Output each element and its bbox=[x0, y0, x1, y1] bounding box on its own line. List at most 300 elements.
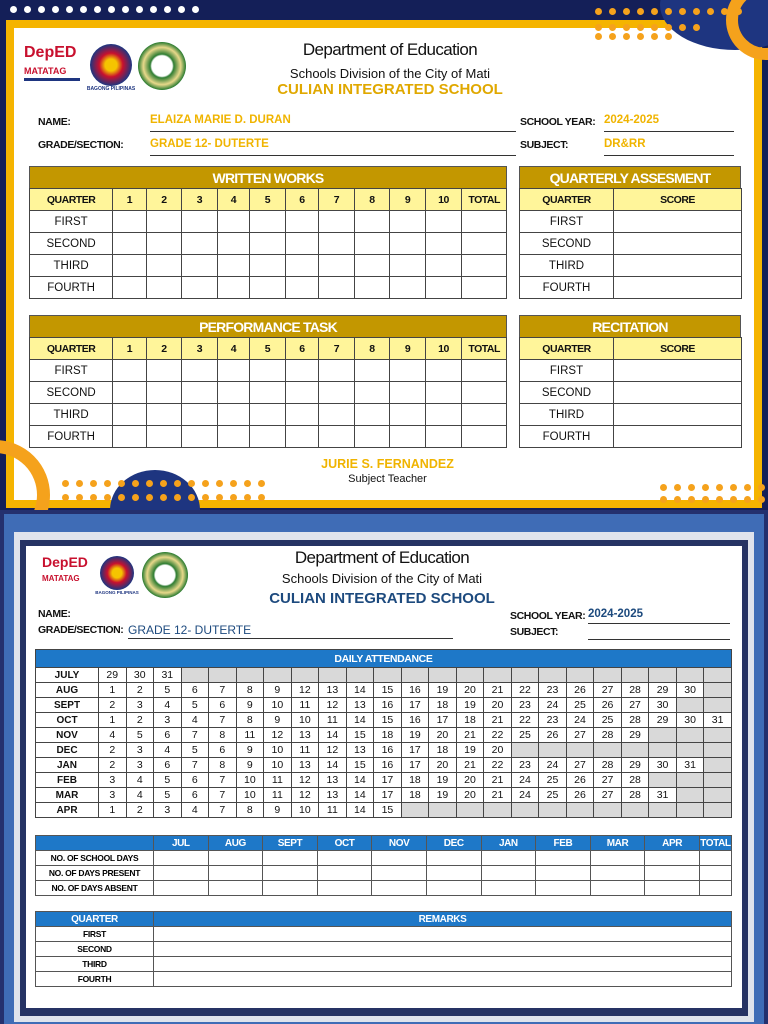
day-cell[interactable]: 16 bbox=[374, 698, 402, 713]
day-cell[interactable]: 20 bbox=[484, 743, 512, 758]
day-cell[interactable]: 16 bbox=[401, 683, 429, 698]
day-cell[interactable]: 28 bbox=[621, 683, 649, 698]
day-cell[interactable]: 25 bbox=[539, 788, 567, 803]
score-cell[interactable] bbox=[250, 211, 286, 233]
day-cell[interactable]: 4 bbox=[99, 728, 127, 743]
day-cell[interactable]: 23 bbox=[511, 758, 539, 773]
day-cell[interactable]: 24 bbox=[511, 773, 539, 788]
day-cell[interactable]: 13 bbox=[291, 758, 319, 773]
day-cell[interactable]: 12 bbox=[291, 773, 319, 788]
day-cell[interactable]: 10 bbox=[264, 698, 292, 713]
score-cell[interactable] bbox=[390, 404, 426, 426]
summary-cell[interactable] bbox=[426, 866, 481, 881]
score-cell[interactable] bbox=[285, 255, 318, 277]
day-cell[interactable]: 16 bbox=[374, 743, 402, 758]
day-cell[interactable]: 29 bbox=[649, 683, 677, 698]
score-cell[interactable] bbox=[285, 233, 318, 255]
score-cell[interactable] bbox=[319, 277, 355, 299]
day-cell[interactable]: 21 bbox=[484, 713, 512, 728]
day-cell[interactable]: 20 bbox=[456, 683, 484, 698]
score-cell[interactable] bbox=[146, 360, 182, 382]
day-cell[interactable]: 24 bbox=[511, 788, 539, 803]
day-cell[interactable]: 6 bbox=[209, 698, 237, 713]
day-cell[interactable]: 18 bbox=[401, 788, 429, 803]
day-cell[interactable]: 6 bbox=[181, 773, 209, 788]
score-cell[interactable] bbox=[217, 211, 249, 233]
score-cell[interactable] bbox=[146, 255, 182, 277]
day-cell[interactable]: 13 bbox=[346, 743, 374, 758]
summary-cell[interactable] bbox=[481, 881, 536, 896]
score-cell[interactable] bbox=[354, 211, 390, 233]
summary-cell[interactable] bbox=[426, 851, 481, 866]
day-cell[interactable]: 6 bbox=[154, 728, 182, 743]
subject-field[interactable] bbox=[588, 624, 730, 640]
day-cell[interactable]: 27 bbox=[594, 773, 622, 788]
day-cell[interactable]: 30 bbox=[649, 698, 677, 713]
day-cell[interactable]: 2 bbox=[126, 683, 154, 698]
summary-cell[interactable] bbox=[263, 881, 318, 896]
day-cell[interactable]: 25 bbox=[594, 713, 622, 728]
score-cell[interactable] bbox=[113, 360, 146, 382]
day-cell[interactable]: 5 bbox=[154, 683, 182, 698]
day-cell[interactable]: 5 bbox=[181, 743, 209, 758]
day-cell[interactable]: 5 bbox=[154, 773, 182, 788]
score-cell[interactable] bbox=[113, 277, 146, 299]
day-cell[interactable]: 27 bbox=[566, 728, 594, 743]
score-cell[interactable] bbox=[113, 233, 146, 255]
day-cell[interactable]: 27 bbox=[594, 788, 622, 803]
day-cell[interactable]: 16 bbox=[401, 713, 429, 728]
day-cell[interactable]: 9 bbox=[236, 698, 264, 713]
day-cell[interactable]: 7 bbox=[181, 728, 209, 743]
summary-cell[interactable] bbox=[372, 851, 427, 866]
day-cell[interactable]: 5 bbox=[154, 788, 182, 803]
score-cell[interactable] bbox=[250, 404, 286, 426]
summary-cell[interactable] bbox=[208, 881, 263, 896]
score-cell[interactable] bbox=[217, 360, 249, 382]
day-cell[interactable]: 13 bbox=[319, 788, 347, 803]
day-cell[interactable]: 2 bbox=[99, 698, 127, 713]
summary-cell[interactable] bbox=[317, 866, 372, 881]
summary-cell[interactable] bbox=[208, 866, 263, 881]
day-cell[interactable]: 19 bbox=[429, 788, 457, 803]
score-cell[interactable] bbox=[285, 382, 318, 404]
score-cell[interactable] bbox=[354, 360, 390, 382]
score-cell[interactable] bbox=[425, 255, 462, 277]
score-cell[interactable] bbox=[217, 382, 249, 404]
day-cell[interactable]: 6 bbox=[154, 758, 182, 773]
day-cell[interactable]: 8 bbox=[209, 728, 237, 743]
day-cell[interactable]: 31 bbox=[649, 788, 677, 803]
score-cell[interactable] bbox=[425, 426, 462, 448]
score-cell[interactable] bbox=[462, 360, 507, 382]
day-cell[interactable]: 11 bbox=[264, 773, 292, 788]
day-cell[interactable]: 28 bbox=[621, 773, 649, 788]
score-cell[interactable] bbox=[390, 360, 426, 382]
day-cell[interactable]: 19 bbox=[401, 728, 429, 743]
day-cell[interactable]: 6 bbox=[209, 743, 237, 758]
day-cell[interactable]: 26 bbox=[566, 788, 594, 803]
summary-cell[interactable] bbox=[590, 881, 645, 896]
grade-field[interactable]: GRADE 12- DUTERTE bbox=[150, 138, 516, 156]
day-cell[interactable]: 11 bbox=[291, 698, 319, 713]
day-cell[interactable]: 14 bbox=[319, 758, 347, 773]
day-cell[interactable]: 31 bbox=[676, 758, 704, 773]
day-cell[interactable]: 8 bbox=[236, 803, 264, 818]
score-cell[interactable] bbox=[390, 255, 426, 277]
summary-cell[interactable] bbox=[590, 866, 645, 881]
day-cell[interactable]: 12 bbox=[291, 683, 319, 698]
day-cell[interactable]: 3 bbox=[126, 758, 154, 773]
day-cell[interactable]: 20 bbox=[429, 728, 457, 743]
day-cell[interactable]: 31 bbox=[154, 668, 182, 683]
subject-field[interactable]: DR&RR bbox=[604, 138, 734, 156]
day-cell[interactable]: 14 bbox=[319, 728, 347, 743]
score-cell[interactable] bbox=[390, 382, 426, 404]
remarks-cell[interactable] bbox=[154, 957, 732, 972]
score-cell[interactable] bbox=[614, 211, 742, 233]
day-cell[interactable]: 3 bbox=[99, 788, 127, 803]
score-cell[interactable] bbox=[146, 277, 182, 299]
score-cell[interactable] bbox=[354, 277, 390, 299]
summary-cell[interactable] bbox=[372, 881, 427, 896]
score-cell[interactable] bbox=[614, 233, 742, 255]
day-cell[interactable]: 17 bbox=[374, 788, 402, 803]
day-cell[interactable]: 11 bbox=[319, 803, 347, 818]
day-cell[interactable]: 21 bbox=[456, 728, 484, 743]
remarks-cell[interactable] bbox=[154, 972, 732, 987]
day-cell[interactable]: 10 bbox=[264, 743, 292, 758]
day-cell[interactable]: 24 bbox=[566, 713, 594, 728]
score-cell[interactable] bbox=[425, 404, 462, 426]
score-cell[interactable] bbox=[182, 382, 218, 404]
score-cell[interactable] bbox=[250, 360, 286, 382]
day-cell[interactable]: 7 bbox=[209, 683, 237, 698]
day-cell[interactable]: 29 bbox=[649, 713, 677, 728]
day-cell[interactable]: 26 bbox=[594, 698, 622, 713]
day-cell[interactable]: 14 bbox=[346, 788, 374, 803]
day-cell[interactable]: 15 bbox=[374, 713, 402, 728]
score-cell[interactable] bbox=[462, 404, 507, 426]
day-cell[interactable]: 2 bbox=[126, 713, 154, 728]
day-cell[interactable]: 10 bbox=[264, 758, 292, 773]
day-cell[interactable]: 25 bbox=[566, 698, 594, 713]
score-cell[interactable] bbox=[285, 277, 318, 299]
score-cell[interactable] bbox=[354, 382, 390, 404]
day-cell[interactable]: 11 bbox=[236, 728, 264, 743]
day-cell[interactable]: 20 bbox=[456, 788, 484, 803]
day-cell[interactable]: 17 bbox=[401, 743, 429, 758]
score-cell[interactable] bbox=[146, 233, 182, 255]
day-cell[interactable]: 7 bbox=[209, 773, 237, 788]
day-cell[interactable]: 12 bbox=[319, 698, 347, 713]
day-cell[interactable]: 27 bbox=[594, 683, 622, 698]
score-cell[interactable] bbox=[217, 233, 249, 255]
score-cell[interactable] bbox=[354, 233, 390, 255]
day-cell[interactable]: 18 bbox=[456, 713, 484, 728]
score-cell[interactable] bbox=[250, 255, 286, 277]
day-cell[interactable]: 18 bbox=[429, 743, 457, 758]
score-cell[interactable] bbox=[319, 426, 355, 448]
day-cell[interactable]: 4 bbox=[181, 803, 209, 818]
day-cell[interactable]: 2 bbox=[126, 803, 154, 818]
score-cell[interactable] bbox=[614, 360, 742, 382]
day-cell[interactable]: 27 bbox=[566, 758, 594, 773]
score-cell[interactable] bbox=[182, 255, 218, 277]
summary-cell[interactable] bbox=[263, 851, 318, 866]
score-cell[interactable] bbox=[217, 277, 249, 299]
remarks-cell[interactable] bbox=[154, 927, 732, 942]
day-cell[interactable]: 18 bbox=[429, 698, 457, 713]
day-cell[interactable]: 31 bbox=[704, 713, 732, 728]
score-cell[interactable] bbox=[319, 233, 355, 255]
day-cell[interactable]: 28 bbox=[621, 788, 649, 803]
day-cell[interactable]: 19 bbox=[456, 698, 484, 713]
day-cell[interactable]: 21 bbox=[484, 683, 512, 698]
day-cell[interactable]: 19 bbox=[456, 743, 484, 758]
score-cell[interactable] bbox=[354, 255, 390, 277]
day-cell[interactable]: 3 bbox=[99, 773, 127, 788]
day-cell[interactable]: 17 bbox=[429, 713, 457, 728]
day-cell[interactable]: 19 bbox=[429, 773, 457, 788]
day-cell[interactable]: 15 bbox=[374, 683, 402, 698]
day-cell[interactable]: 25 bbox=[511, 728, 539, 743]
summary-cell[interactable] bbox=[208, 851, 263, 866]
score-cell[interactable] bbox=[425, 233, 462, 255]
score-cell[interactable] bbox=[182, 211, 218, 233]
summary-cell[interactable] bbox=[645, 851, 700, 866]
day-cell[interactable]: 20 bbox=[429, 758, 457, 773]
score-cell[interactable] bbox=[462, 382, 507, 404]
day-cell[interactable]: 20 bbox=[456, 773, 484, 788]
day-cell[interactable]: 7 bbox=[209, 713, 237, 728]
day-cell[interactable]: 22 bbox=[511, 683, 539, 698]
summary-cell[interactable] bbox=[317, 851, 372, 866]
day-cell[interactable]: 17 bbox=[401, 698, 429, 713]
day-cell[interactable]: 26 bbox=[566, 773, 594, 788]
score-cell[interactable] bbox=[113, 382, 146, 404]
score-cell[interactable] bbox=[319, 404, 355, 426]
day-cell[interactable]: 14 bbox=[346, 773, 374, 788]
summary-cell[interactable] bbox=[481, 866, 536, 881]
day-cell[interactable]: 3 bbox=[154, 803, 182, 818]
score-cell[interactable] bbox=[182, 404, 218, 426]
day-cell[interactable]: 11 bbox=[291, 743, 319, 758]
day-cell[interactable]: 8 bbox=[209, 758, 237, 773]
score-cell[interactable] bbox=[250, 277, 286, 299]
day-cell[interactable]: 29 bbox=[621, 758, 649, 773]
day-cell[interactable]: 14 bbox=[346, 683, 374, 698]
day-cell[interactable]: 25 bbox=[539, 773, 567, 788]
day-cell[interactable]: 15 bbox=[346, 758, 374, 773]
day-cell[interactable]: 29 bbox=[99, 668, 127, 683]
day-cell[interactable]: 7 bbox=[209, 788, 237, 803]
day-cell[interactable]: 23 bbox=[539, 683, 567, 698]
summary-cell[interactable] bbox=[154, 866, 209, 881]
score-cell[interactable] bbox=[354, 426, 390, 448]
day-cell[interactable]: 1 bbox=[99, 803, 127, 818]
day-cell[interactable]: 12 bbox=[264, 728, 292, 743]
score-cell[interactable] bbox=[390, 233, 426, 255]
score-cell[interactable] bbox=[182, 360, 218, 382]
summary-cell[interactable] bbox=[263, 866, 318, 881]
summary-cell[interactable] bbox=[645, 881, 700, 896]
day-cell[interactable]: 10 bbox=[291, 803, 319, 818]
score-cell[interactable] bbox=[319, 382, 355, 404]
day-cell[interactable]: 4 bbox=[181, 713, 209, 728]
day-cell[interactable]: 27 bbox=[621, 698, 649, 713]
score-cell[interactable] bbox=[390, 211, 426, 233]
day-cell[interactable]: 4 bbox=[126, 788, 154, 803]
day-cell[interactable]: 18 bbox=[401, 773, 429, 788]
day-cell[interactable]: 8 bbox=[236, 683, 264, 698]
summary-cell[interactable] bbox=[699, 881, 731, 896]
summary-cell[interactable] bbox=[536, 881, 591, 896]
day-cell[interactable]: 28 bbox=[594, 758, 622, 773]
day-cell[interactable]: 13 bbox=[346, 698, 374, 713]
summary-cell[interactable] bbox=[372, 866, 427, 881]
day-cell[interactable]: 11 bbox=[319, 713, 347, 728]
day-cell[interactable]: 1 bbox=[99, 713, 127, 728]
score-cell[interactable] bbox=[113, 404, 146, 426]
summary-cell[interactable] bbox=[426, 881, 481, 896]
summary-cell[interactable] bbox=[699, 866, 731, 881]
summary-cell[interactable] bbox=[154, 881, 209, 896]
day-cell[interactable]: 17 bbox=[401, 758, 429, 773]
day-cell[interactable]: 21 bbox=[456, 758, 484, 773]
day-cell[interactable]: 30 bbox=[676, 713, 704, 728]
day-cell[interactable]: 28 bbox=[594, 728, 622, 743]
day-cell[interactable]: 26 bbox=[566, 683, 594, 698]
score-cell[interactable] bbox=[354, 404, 390, 426]
day-cell[interactable]: 8 bbox=[236, 713, 264, 728]
summary-cell[interactable] bbox=[699, 851, 731, 866]
summary-cell[interactable] bbox=[317, 881, 372, 896]
day-cell[interactable]: 3 bbox=[126, 698, 154, 713]
score-cell[interactable] bbox=[390, 426, 426, 448]
day-cell[interactable]: 10 bbox=[236, 773, 264, 788]
day-cell[interactable]: 24 bbox=[539, 698, 567, 713]
day-cell[interactable]: 26 bbox=[539, 728, 567, 743]
day-cell[interactable]: 9 bbox=[236, 758, 264, 773]
day-cell[interactable]: 9 bbox=[264, 803, 292, 818]
day-cell[interactable]: 14 bbox=[346, 803, 374, 818]
day-cell[interactable]: 24 bbox=[539, 758, 567, 773]
score-cell[interactable] bbox=[113, 255, 146, 277]
day-cell[interactable]: 23 bbox=[511, 698, 539, 713]
score-cell[interactable] bbox=[113, 211, 146, 233]
day-cell[interactable]: 20 bbox=[484, 698, 512, 713]
day-cell[interactable]: 21 bbox=[484, 788, 512, 803]
day-cell[interactable]: 7 bbox=[209, 803, 237, 818]
score-cell[interactable] bbox=[182, 233, 218, 255]
score-cell[interactable] bbox=[614, 426, 742, 448]
day-cell[interactable]: 6 bbox=[181, 683, 209, 698]
day-cell[interactable]: 10 bbox=[291, 713, 319, 728]
day-cell[interactable]: 14 bbox=[346, 713, 374, 728]
day-cell[interactable]: 23 bbox=[539, 713, 567, 728]
summary-cell[interactable] bbox=[481, 851, 536, 866]
day-cell[interactable]: 7 bbox=[181, 758, 209, 773]
day-cell[interactable]: 9 bbox=[236, 743, 264, 758]
day-cell[interactable]: 22 bbox=[484, 758, 512, 773]
day-cell[interactable]: 12 bbox=[319, 743, 347, 758]
school-year-field[interactable]: 2024-2025 bbox=[604, 114, 734, 132]
score-cell[interactable] bbox=[425, 211, 462, 233]
summary-cell[interactable] bbox=[645, 866, 700, 881]
score-cell[interactable] bbox=[113, 426, 146, 448]
day-cell[interactable]: 30 bbox=[649, 758, 677, 773]
score-cell[interactable] bbox=[462, 426, 507, 448]
score-cell[interactable] bbox=[614, 255, 742, 277]
day-cell[interactable]: 5 bbox=[126, 728, 154, 743]
day-cell[interactable]: 15 bbox=[374, 803, 402, 818]
day-cell[interactable]: 2 bbox=[99, 758, 127, 773]
day-cell[interactable]: 29 bbox=[621, 728, 649, 743]
score-cell[interactable] bbox=[319, 360, 355, 382]
day-cell[interactable]: 15 bbox=[346, 728, 374, 743]
day-cell[interactable]: 22 bbox=[484, 728, 512, 743]
name-field[interactable]: ELAIZA MARIE D. DURAN bbox=[150, 114, 516, 132]
summary-cell[interactable] bbox=[154, 851, 209, 866]
score-cell[interactable] bbox=[146, 426, 182, 448]
day-cell[interactable]: 19 bbox=[429, 683, 457, 698]
score-cell[interactable] bbox=[217, 255, 249, 277]
grade-field[interactable]: GRADE 12- DUTERTE bbox=[128, 623, 453, 639]
day-cell[interactable]: 9 bbox=[264, 713, 292, 728]
day-cell[interactable]: 4 bbox=[154, 743, 182, 758]
score-cell[interactable] bbox=[146, 404, 182, 426]
score-cell[interactable] bbox=[425, 360, 462, 382]
score-cell[interactable] bbox=[285, 426, 318, 448]
day-cell[interactable]: 16 bbox=[374, 758, 402, 773]
summary-cell[interactable] bbox=[590, 851, 645, 866]
score-cell[interactable] bbox=[462, 233, 507, 255]
score-cell[interactable] bbox=[462, 255, 507, 277]
day-cell[interactable]: 18 bbox=[374, 728, 402, 743]
score-cell[interactable] bbox=[425, 277, 462, 299]
score-cell[interactable] bbox=[425, 382, 462, 404]
day-cell[interactable]: 9 bbox=[264, 683, 292, 698]
score-cell[interactable] bbox=[614, 277, 742, 299]
score-cell[interactable] bbox=[462, 277, 507, 299]
score-cell[interactable] bbox=[250, 382, 286, 404]
day-cell[interactable]: 13 bbox=[291, 728, 319, 743]
score-cell[interactable] bbox=[182, 277, 218, 299]
day-cell[interactable]: 10 bbox=[236, 788, 264, 803]
day-cell[interactable]: 30 bbox=[126, 668, 154, 683]
day-cell[interactable]: 11 bbox=[264, 788, 292, 803]
school-year-field[interactable]: 2024-2025 bbox=[588, 608, 730, 624]
day-cell[interactable]: 3 bbox=[126, 743, 154, 758]
score-cell[interactable] bbox=[614, 382, 742, 404]
day-cell[interactable]: 22 bbox=[511, 713, 539, 728]
day-cell[interactable]: 28 bbox=[621, 713, 649, 728]
day-cell[interactable]: 21 bbox=[484, 773, 512, 788]
score-cell[interactable] bbox=[250, 426, 286, 448]
score-cell[interactable] bbox=[146, 382, 182, 404]
score-cell[interactable] bbox=[319, 255, 355, 277]
day-cell[interactable]: 5 bbox=[181, 698, 209, 713]
day-cell[interactable]: 17 bbox=[374, 773, 402, 788]
day-cell[interactable]: 13 bbox=[319, 683, 347, 698]
score-cell[interactable] bbox=[146, 211, 182, 233]
score-cell[interactable] bbox=[182, 426, 218, 448]
score-cell[interactable] bbox=[614, 404, 742, 426]
score-cell[interactable] bbox=[217, 404, 249, 426]
score-cell[interactable] bbox=[217, 426, 249, 448]
day-cell[interactable]: 30 bbox=[676, 683, 704, 698]
